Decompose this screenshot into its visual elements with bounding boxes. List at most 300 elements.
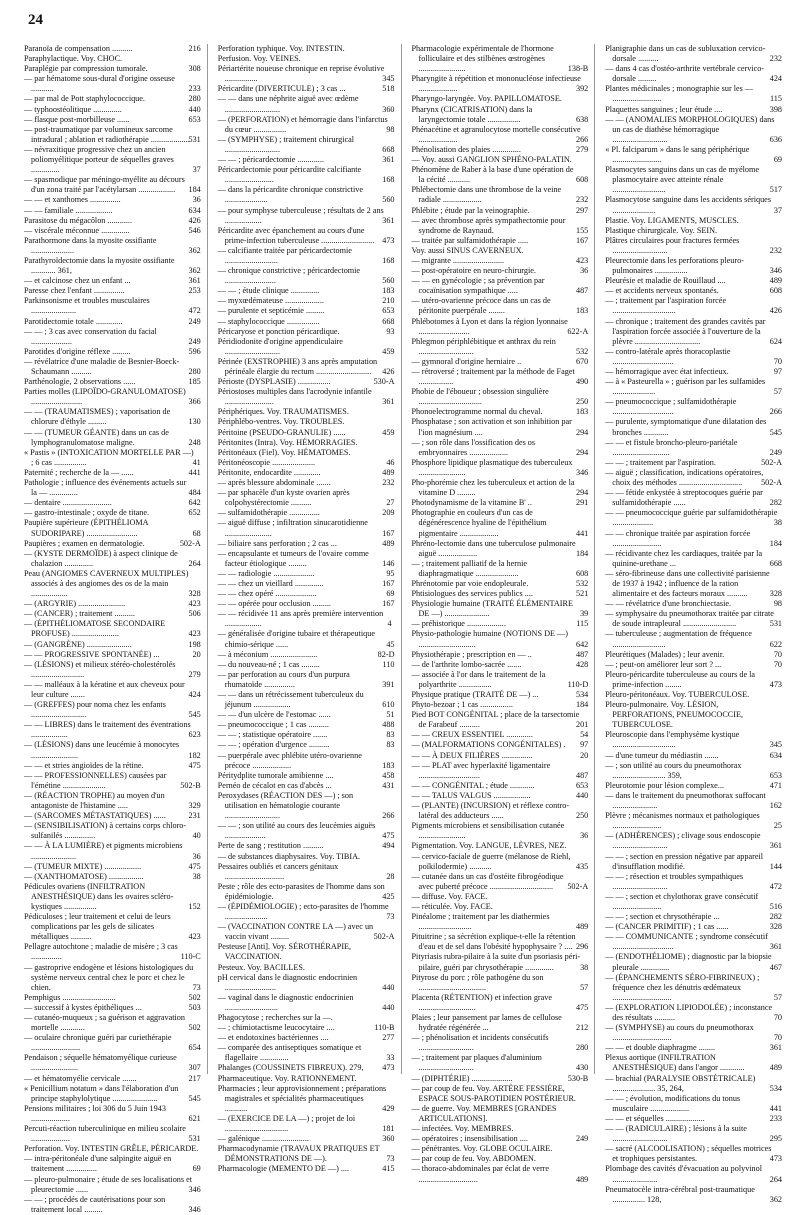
index-entry-term: Voy. aussi SINUS CAVERNEUX. [411, 245, 524, 255]
index-entry-term: Péritoine (PSEUDO-GRANULIE) ...... [217, 427, 346, 437]
index-entry [605, 347, 782, 367]
index-entry [412, 155, 589, 165]
index-entry [218, 710, 395, 720]
index-entry-term: Péritydplite tumorale amibienne .... [217, 770, 334, 780]
index-entry [605, 1023, 782, 1043]
index-entry [24, 498, 201, 508]
index-entry-page: 249 [769, 447, 782, 457]
index-entry [24, 64, 201, 74]
index-entry [218, 1084, 395, 1114]
index-entry [605, 115, 782, 145]
index-entry-term: — — À LA LUMIÈRE) et pigments microbiens ...................... [24, 841, 183, 861]
index-entry [605, 973, 782, 1003]
index-entry-term: Phénolisation des plaies .............. [411, 144, 521, 154]
index-entry [24, 549, 201, 569]
index-entry-term: Parathyroïdectomie dans la myosite ossifiante ............ 361, [24, 255, 175, 276]
index-entry-term: — tuberculeuse ; augmentation de fréquence .......................... [605, 629, 752, 649]
index-entry [24, 841, 201, 861]
index-entry [605, 286, 782, 296]
index-entry [218, 337, 395, 357]
index-entry [218, 1013, 395, 1023]
index-entry-term: — viscérale méconnue .............. [24, 225, 130, 235]
index-entry-term: Perforation. Voy. INTESTIN GRÊLE, PÉRICARDE. [24, 1144, 199, 1154]
index-entry-term: Perforation typhique. Voy. INTESTIN. [217, 44, 345, 53]
index-entry-page: 534 [575, 690, 589, 699]
index-entry-term: Plèvre ; mécanismes normaux et pathologiques ........................ [605, 811, 760, 831]
index-entry-page: 608 [769, 286, 782, 296]
index-entry-page: 668 [769, 558, 782, 568]
index-entry-term: Pharyngite à répétition et mononucléose infectieuse ................... [411, 74, 581, 94]
index-entry-term: — dans le traitement du pneumothorax suffocant ...................... [605, 790, 766, 811]
index-entry-page: 282 [769, 498, 782, 508]
index-entry-page: 253 [188, 286, 201, 296]
index-entry-term: — — COMMUNICANTE ; syndrome consécutif .............................. [605, 932, 768, 952]
index-entry [24, 74, 201, 94]
index-entry-page: 110 [382, 659, 395, 669]
index-entry [24, 256, 201, 276]
index-entry-page: 183 [382, 286, 395, 296]
index-entry-term: — de guerre. Voy. MEMBRES [GRANDES ARTICULATIONS]. [411, 1103, 557, 1123]
index-entry [218, 549, 395, 569]
index-entry-term: Physio-pathologie humaine (NOTIONS DE —) ............................ [411, 629, 568, 649]
index-entry [218, 660, 395, 670]
index-entry-term: — sacré (ALCOOLISATION) ; séquelles motrices et trophiques persistantes. [605, 1144, 772, 1164]
index-entry [218, 317, 395, 327]
index-entry-term: Plantes médicinales ; monographie sur les — ........................ [605, 84, 754, 104]
index-entry [24, 377, 201, 387]
index-entry-page: 138-B [567, 64, 589, 74]
index-entry-page: 95 [386, 568, 395, 578]
index-entry-page: 459 [382, 346, 395, 356]
index-entry [605, 690, 782, 700]
index-entry-page: 530-A [373, 377, 395, 387]
index-entry-page: 68 [192, 528, 201, 538]
index-entry-page: 502-A [761, 478, 782, 488]
index-entry-term: — dentaire ........................ [24, 498, 112, 508]
index-entry [412, 761, 589, 781]
index-entry [24, 1104, 201, 1124]
index-entry [412, 508, 589, 538]
index-entry-page: 69 [773, 155, 782, 165]
index-entry-term: Périphériques. Voy. TRAUMATISMES. [217, 407, 349, 417]
index-entry [412, 751, 589, 761]
index-entry [412, 932, 589, 952]
index-entry-term: — hémorragique avec état infectieux. [605, 367, 729, 376]
index-entry [605, 791, 782, 811]
index-entry-term: Paraphylactique. Voy. CHOC. [24, 54, 123, 64]
index-entry [412, 74, 589, 94]
index-entry [218, 1033, 395, 1043]
index-entry-page: 33 [386, 1053, 395, 1063]
index-entry-page: 502-A [761, 457, 782, 467]
index-entry-page: 201 [575, 720, 589, 730]
index-entry-page: 37 [192, 165, 201, 175]
index-entry-term: Paresse chez l'enfant ............... [24, 286, 125, 296]
index-entry-page: 653 [769, 770, 782, 780]
index-entry-term: — post-opératoire en neuro-chirurgie. [411, 266, 536, 276]
index-entry [218, 670, 395, 690]
index-entry-page: 532 [575, 346, 589, 356]
index-entry-page: 110-D [567, 679, 589, 689]
index-entry-page: 534 [769, 1083, 782, 1093]
index-entry-term: — ; traitement par plaques d'aluminium ........................... [411, 1053, 542, 1073]
index-entry [605, 1114, 782, 1124]
index-entry-page: 532 [575, 578, 589, 588]
index-entry-page: 233 [769, 1113, 782, 1123]
index-entry-page: 291 [575, 498, 589, 508]
index-entry-term: Périostoses multiples dans l'acrodynie infantile ........................ [217, 387, 372, 407]
index-entry-page: 392 [575, 84, 589, 94]
index-entry-term: Photodynamisme de la vitamine B' .. [411, 498, 532, 508]
index-entry-page: 634 [188, 205, 201, 215]
index-entry-page: 155 [575, 225, 589, 235]
index-entry-page: 425 [382, 891, 395, 901]
index-entry [605, 730, 782, 750]
index-entry-term: Pied BOT CONGÉNITAL ; place de la tarsectomie de Farabeuf .......... [411, 710, 580, 730]
index-entry-term: — pneumococcique ; sulfamidothérapie .............................. [605, 397, 737, 417]
index-entry-term: Peroxydases (RÉACTION DES —) ; son utilisation en hématologie courante ........................... [217, 790, 354, 821]
index-entry [412, 781, 589, 791]
index-entry [24, 448, 201, 468]
index-entry [218, 599, 395, 609]
index-entry [24, 872, 201, 882]
index-entry-term: — vaginal dans le diagnostic endocrinien .......................... [217, 992, 354, 1012]
index-entry-page: 346 [188, 1204, 201, 1214]
index-entry-term: — — (TRAUMATISMES) ; vaporisation de chlorure d'éthyle ......... [24, 407, 171, 427]
index-entry-page: 183 [575, 407, 589, 417]
index-entry [218, 54, 395, 64]
index-entry-page: 232 [769, 245, 782, 255]
index-entry-page: 506 [188, 609, 201, 619]
index-entry-page: 653 [382, 306, 395, 316]
index-entry-term: — associée à l'or dans le traitement de la polyarthrite ................ [411, 669, 546, 689]
index-entry [24, 327, 201, 347]
index-entry-term: — — PROFESSIONNELLES) causées par l'émétine ..................... [24, 770, 167, 790]
index-entry-page: 266 [382, 811, 395, 821]
index-entry-term: Phyto-bezoar ; 1 cas ................ [411, 700, 513, 710]
index-entry [605, 468, 782, 488]
index-entry-page: 70 [773, 1013, 782, 1022]
index-entry-page: 530-B [567, 1073, 589, 1083]
index-entry [24, 216, 201, 226]
index-entry [412, 912, 589, 932]
index-entry-term: Pessaires oubliés et cancers génitaux ............................. [217, 861, 339, 881]
index-entry-term: — — (TUMEUR GÉANTE) dans un cas de lymphogranulomatose maligne. [24, 427, 169, 447]
index-entry-page: 40 [192, 831, 201, 841]
index-entry-term: — — ; péricardectomie ............. [217, 155, 324, 165]
index-entry-page: 361 [769, 1043, 782, 1053]
index-entry [24, 771, 201, 791]
index-entry [24, 963, 201, 993]
index-entry-term: Péricaryose et ponction péricardique. [217, 326, 340, 336]
index-entry-page: 57 [773, 992, 782, 1002]
index-entry-term: Pathologie ; influence des événements actuels sur la — .............. [24, 478, 187, 498]
index-entry-term: Pleurétiques (Malades) ; leur avenir. [605, 649, 725, 659]
index-entry-term: — récidivante chez les cardiaques, traitée par la quinine-urethane ... [605, 548, 763, 568]
index-entry-term: — (ÉPIDÉMIOLOGIE) ; ecto-parasites de l'homme ..................... [217, 901, 389, 922]
index-entry [412, 1074, 589, 1084]
index-entry: — — récidivée 11 ans après première intervention .................. 4 [217, 609, 392, 629]
index-entry [218, 1074, 395, 1084]
index-entry-term: — aiguë diffuse ; infiltration sinucarotidienne ....................... [217, 518, 368, 538]
index-entry-page: 346 [188, 1184, 201, 1194]
index-entry-page: 361 [382, 215, 395, 225]
index-entry-page: 57 [580, 982, 589, 992]
index-entry-page: 430 [575, 1063, 589, 1073]
index-entry-term: — ; traitement palliatif de la hernie diaphragmatique ..................... [411, 558, 527, 578]
index-entry [24, 195, 201, 205]
index-entry [218, 1134, 395, 1144]
index-entry [218, 821, 395, 841]
index-entry-page: 423 [188, 932, 201, 942]
index-entry-term: — — pneumococcique guérie par sulfamidothérapie .................... [605, 508, 778, 528]
index-entry-page: 27 [386, 498, 395, 508]
index-entry-page: 328 [769, 589, 782, 599]
index-entry-page: 184 [575, 548, 589, 558]
index-entry-page: 473 [382, 1063, 395, 1073]
index-entry-term: — et endotoxines bactériennes .... [217, 1033, 329, 1043]
index-entry [24, 115, 201, 125]
index-entry [24, 650, 201, 660]
index-entry-page: 345 [769, 740, 782, 750]
index-entry [412, 710, 589, 730]
index-entry-page: 516 [769, 901, 782, 911]
index-entry [218, 942, 395, 962]
index-entry-page: 440 [382, 982, 395, 992]
index-entry-term: — — ; section et chrysothérapie ... [605, 912, 720, 922]
index-entry-term: — avec thrombose après sympathectomie pour syndrome de Raynaud. [411, 215, 566, 235]
index-entry-page: 25 [773, 821, 782, 831]
index-entry-term: « Pl. falciparum » dans le sang périphérique ........................ [605, 144, 750, 165]
index-entry [605, 872, 782, 892]
index-entry [218, 44, 395, 54]
index-entry-page: 70 [773, 659, 782, 669]
index-entry-term: Phosphore lipidique plasmatique des tuberculeux ....................... [411, 457, 573, 477]
index-entry-page: 361 [382, 155, 395, 165]
index-entry [24, 508, 201, 518]
index-entry-term: — — LIBRES) dans le traitement des éventrations .................. [24, 720, 191, 740]
index-entry-term: Parkinsonisme et troubles musculaires ...................... [24, 296, 150, 316]
index-entry [218, 650, 395, 660]
index-entry-term: Paranoïa de compensation .......... [24, 44, 133, 53]
index-entry [218, 771, 395, 781]
index-entry-page: 545 [188, 1093, 201, 1103]
index-entry-page: 232 [382, 478, 395, 488]
index-column-3 [411, 44, 596, 1184]
index-entry-page: 621 [188, 1113, 201, 1123]
index-entry [605, 216, 782, 226]
index-entry-term: — brachial (PARALYSIE OBSTÉTRICALE) ..................... 35, 264, [605, 1073, 756, 1093]
index-entry-page: 623 [188, 730, 201, 740]
index-entry [605, 1043, 782, 1053]
index-entry-page: 41 [192, 457, 201, 467]
index-entry [605, 1144, 782, 1164]
index-entry [412, 650, 589, 660]
index-entry-term: — — dans une néphrite aiguë avec œdème ........................... [217, 94, 359, 114]
index-entry [605, 417, 782, 437]
index-entry-term: Paupières ; examen en dermatologie. [24, 538, 145, 548]
index-entry [605, 367, 782, 377]
index-entry-page: 361 [188, 276, 201, 286]
index-entry [605, 1185, 782, 1205]
index-entry [605, 226, 782, 236]
index-entry [218, 730, 395, 740]
index-entry [412, 387, 589, 407]
index-entry-term: — ; phénolisation et incidents consécutifs ........................... [411, 1033, 549, 1053]
index-entry-term: — et hématomyélie cervicale ....... [24, 1073, 137, 1083]
index-entry-page: 249 [188, 316, 201, 326]
index-entry-page: 54 [580, 730, 589, 740]
index-entry [605, 1053, 782, 1073]
index-entry [24, 1154, 201, 1174]
index-entry-page: 473 [382, 235, 395, 245]
index-entry-page: 596 [188, 346, 201, 356]
index-entry [218, 589, 395, 599]
index-entry-page: 46 [386, 457, 395, 467]
index-entry-page: 70 [773, 1033, 782, 1043]
index-entry-term: Peau (ANGIOMES CAVERNEUX MULTIPLES) associés à des angiomes des os de la main .................. [24, 568, 189, 599]
index-entry-page: 489 [382, 467, 395, 477]
index-entry-page: 346 [575, 467, 589, 477]
index-entry-page: 249 [188, 336, 201, 346]
index-entry-term: — pneumococcique ; 1 cas .......... [217, 720, 329, 730]
index-entry-page: 294 [575, 427, 589, 437]
index-entry [605, 922, 782, 932]
index-entry-page: 232 [769, 54, 782, 64]
index-entry [24, 640, 201, 650]
index-entry [218, 246, 395, 266]
index-entry-term: — successif à kystes épithéliques ... [24, 1002, 142, 1012]
index-entry [24, 720, 201, 740]
index-entry [605, 599, 782, 609]
index-entry-page: 502-A [373, 932, 395, 942]
index-entry-term: « Penicillium notatum » dans l'élaboration d'un principe staphylolytique ...................... [24, 1083, 179, 1103]
index-entry-page: 361 [382, 397, 395, 407]
index-entry-page: 279 [188, 669, 201, 679]
index-entry-term: — — PROGRESSIVE SPONTANÉE) ... [24, 649, 160, 659]
index-entry [605, 912, 782, 922]
index-entry-term: Pharmacologie expérimentale de l'hormone folliculaire et des stilbènes œstrogènes ....................... [411, 44, 554, 74]
index-entry [218, 922, 395, 942]
index-entry-page: 531 [188, 1134, 201, 1144]
index-entry [412, 629, 589, 649]
index-entry-term: — (ADHÉRENCES) ; clivage sous endoscopie ........................... [605, 831, 761, 851]
index-entry [24, 821, 201, 841]
index-entry-term: — aiguë ; classification, indications opératoires, choix des méthodes ............................... [605, 467, 764, 488]
index-entry [218, 1063, 395, 1073]
index-entry [605, 84, 782, 104]
index-entry-term: — traitée par sulfamidothérapie ..... [411, 235, 529, 245]
index-entry-term: — galénique ....................... [217, 1134, 309, 1144]
index-entry [24, 296, 201, 316]
index-entry [218, 1164, 395, 1174]
index-entry-term: — purulente et septicémie ......... [217, 306, 325, 316]
index-entry-term: — cervico-faciale de guerre (mélanose de Riehl, poïkilodermie) ........... [411, 851, 571, 871]
index-entry-term: Plaquettes sanguines ; leur étude .... [605, 104, 723, 114]
index-entry-term: Périartérite noueuse chronique en reprise évolutive ................ [217, 64, 385, 84]
index-entry-term: — flasque post-morbilleuse ...... [24, 114, 130, 124]
index-entry [24, 286, 201, 296]
index-entry [24, 912, 201, 942]
index-entry-term: Phrénotomie par voie endopleurale. [411, 578, 529, 588]
index-entry [218, 206, 395, 226]
index-entry-term: — (EXPLORATION LIPIODOLÉE) ; inconstance des résultats .......... [605, 1002, 773, 1022]
index-entry [605, 508, 782, 528]
index-entry-page: 57 [773, 387, 782, 397]
index-entry-term: Paraplégie par compression tumorale. [24, 64, 148, 74]
index-entry-term: — (DIPHTÉRIE) .................... [411, 1073, 513, 1083]
index-entry-page: 115 [576, 619, 589, 629]
index-entry-term: — — chez un vieillard .............. [217, 578, 324, 588]
index-entry [24, 1084, 201, 1104]
index-entry-term: Phénacétine et agranulocytose mortelle consécutive ................... [411, 124, 581, 144]
index-entry-term: — — chronique traitée par aspiration forcée ........................ [605, 528, 751, 548]
index-entry-page: 634 [769, 750, 782, 760]
index-entry-term: — ; peut-on améliorer leur sort ? ... [605, 659, 722, 669]
index-entry [24, 44, 201, 54]
index-entry [218, 740, 395, 750]
index-entry-term: — (PERFORATION) et hémorragie dans l'infarctus du cœur ................ [217, 114, 388, 134]
index-entry-page: 502 [188, 992, 201, 1002]
index-entry-term: pH cervical dans le diagnostic endocrinien ......................... [217, 972, 358, 992]
index-entry-term: Péricardite avec épanchement au cours d'une prime-infection tuberculeuse .......................... [217, 225, 375, 245]
index-entry-term: Parotides d'origine réflexe ......... [24, 346, 131, 356]
index-entry-page: 361 [769, 942, 782, 952]
index-entry [605, 397, 782, 417]
index-entry-page: 458 [382, 770, 395, 780]
index-entry-term: — — PLAT avec hyperlaxité ligamentaire .............................. [411, 760, 551, 780]
index-entry [412, 730, 589, 740]
index-entry-term: — — récidivée 11 ans après première intervention .................. [217, 609, 384, 629]
index-entry [218, 882, 395, 902]
index-entry [412, 478, 589, 498]
index-entry-term: — — ; procédés de cautérisations pour son traitement local ......... [24, 1194, 166, 1214]
index-entry-page: 518 [382, 84, 395, 94]
index-entry [24, 811, 201, 821]
index-entry-term: — myxœdémateuse ................... [217, 296, 324, 306]
index-entry-term: — par coup de feu. Voy. ABDOMEN. [411, 1154, 536, 1164]
index-entry-term: — (KYSTE DERMOÏDE) à aspect clinique de chalazion .............. [24, 548, 178, 568]
index-entry [412, 185, 589, 205]
index-entry [24, 125, 201, 145]
index-entry-term: Pharmacies ; leur approvisionnement ; préparations magistrales et spécialités pharmaceutiques ........... [217, 1083, 387, 1113]
index-entry-term: — — ; résection et troubles sympathiques ........................... [605, 871, 744, 891]
index-column-4 [605, 44, 782, 1204]
index-entry-page: 168 [382, 255, 395, 265]
index-entry-page: 610 [382, 700, 395, 710]
index-entry [218, 387, 395, 407]
index-entry-page: 654 [188, 1043, 201, 1053]
index-entry-page: 308 [188, 64, 201, 74]
index-entry-term: — gastroprive endogène et lésions histologiques du système nerveux central chez le porc et chez le chien. [24, 962, 194, 992]
index-entry-term: — (SYMPHYSE) ; traitement chirurgical ........................... [217, 134, 355, 154]
index-entry-term: Physiothérapie ; prescription en — .. [411, 649, 532, 659]
index-entry [412, 1164, 589, 1184]
index-entry-term: Plâtres circulaires pour fractures fermées ........................... [605, 235, 740, 255]
index-entry-page: 69 [386, 589, 395, 599]
index-entry-term: — dans 4 cas d'ostéo-arthrite vertébrale cervico-dorsale ......... [605, 64, 765, 84]
index-entry-page: 428 [575, 659, 589, 669]
index-entry [605, 751, 782, 761]
index-entry [24, 236, 201, 256]
index-entry [412, 498, 589, 508]
index-entry-term: Pigments microbiens et sensibilisation cutanée ....................... [411, 821, 565, 841]
index-entry [412, 579, 589, 589]
index-entry-page: 423 [575, 255, 589, 265]
index-entry-page: 560 [382, 276, 395, 286]
index-entry-page: 144 [769, 861, 782, 871]
index-entry [412, 337, 589, 357]
